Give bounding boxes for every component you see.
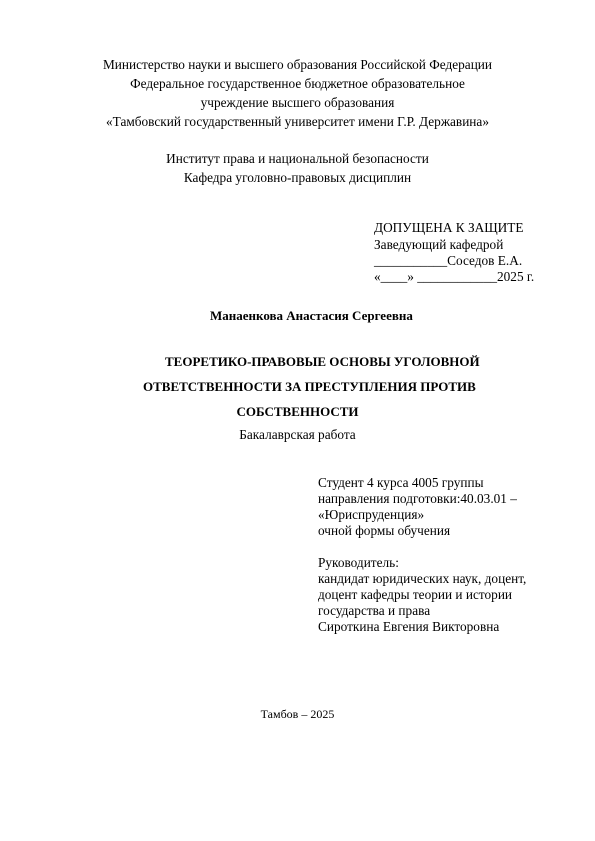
approval-role: Заведующий кафедрой (374, 237, 504, 252)
university-name: «Тамбовский государственный университет имени Г.Р. Державина» (106, 114, 489, 129)
work-type: Бакалаврская работа (239, 427, 356, 442)
supervisor-heading: Руководитель: (318, 555, 399, 570)
student-line-2: направления подготовки:40.03.01 – (318, 491, 517, 506)
supervisor-name: Сироткина Евгения Викторовна (318, 619, 500, 634)
institution-type-line-2: учреждение высшего образования (200, 95, 395, 110)
title-line-3: СОБСТВЕННОСТИ (236, 404, 359, 419)
student-line-4: очной формы обучения (318, 523, 451, 538)
institute-name: Институт права и национальной безопасности (166, 151, 429, 166)
title-line-2: ОТВЕТСТВЕННОСТИ ЗА ПРЕСТУПЛЕНИЯ ПРОТИВ (143, 379, 476, 394)
institution-type-line-1: Федеральное государственное бюджетное образовательное (130, 76, 465, 91)
supervisor-line-3: государства и права (318, 603, 431, 618)
approval-date-line: «____» ____________2025 г. (374, 269, 535, 284)
supervisor-line-1: кандидат юридических наук, доцент, (318, 571, 527, 586)
city-year: Тамбов – 2025 (260, 707, 335, 721)
department-name: Кафедра уголовно-правовых дисциплин (183, 170, 412, 185)
supervisor-line-2: доцент кафедры теории и истории (318, 587, 513, 602)
student-line-1: Студент 4 курса 4005 группы (318, 475, 484, 490)
approval-heading: ДОПУЩЕНА К ЗАЩИТЕ (374, 220, 524, 235)
ministry-line: Министерство науки и высшего образования Российской Федерации (102, 57, 493, 72)
student-line-3: «Юриспруденция» (318, 507, 425, 522)
author-name: Манаенкова Анастасия Сергеевна (210, 308, 413, 323)
title-line-1: ТЕОРЕТИКО-ПРАВОВЫЕ ОСНОВЫ УГОЛОВНОЙ (165, 354, 480, 369)
approval-signature-line: ___________Соседов Е.А. (374, 253, 523, 268)
